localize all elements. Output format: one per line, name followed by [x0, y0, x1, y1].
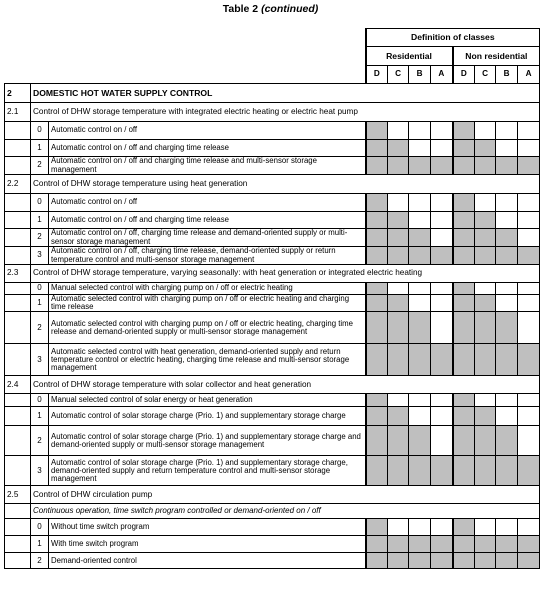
class-cell-empty — [431, 212, 453, 229]
option-row — [5, 140, 540, 157]
class-cell-filled — [453, 229, 475, 247]
class-cell-filled — [518, 247, 540, 265]
option-code: 1 — [31, 140, 49, 157]
residential-header: Residential — [366, 47, 453, 66]
section-number: 2.2 — [5, 175, 31, 194]
class-cell-empty — [431, 394, 453, 407]
class-cell-empty — [431, 407, 453, 426]
option-code: 0 — [31, 283, 49, 295]
class-cell-empty — [388, 519, 409, 536]
section-title: Control of DHW circulation pump — [31, 486, 540, 504]
class-cell-empty — [431, 122, 453, 140]
class-cell-empty — [475, 394, 496, 407]
class-cell-empty — [475, 122, 496, 140]
class-cell-filled — [366, 212, 388, 229]
row-number-blank — [5, 140, 31, 157]
option-description: Automatic selected control with charging pump on / off or electric heating and charging time release — [49, 295, 366, 312]
option-description: Demand-oriented control — [49, 553, 366, 569]
option-row — [5, 283, 540, 295]
header-row-definition — [5, 29, 540, 47]
class-cell-filled — [431, 344, 453, 376]
class-cell-filled — [518, 456, 540, 486]
option-description: Without time switch program — [49, 519, 366, 536]
class-cell-empty — [409, 283, 431, 295]
option-code: 0 — [31, 194, 49, 212]
class-cell-filled — [453, 283, 475, 295]
option-row — [5, 157, 540, 175]
class-cell-filled — [453, 426, 475, 456]
section-row — [5, 103, 540, 122]
class-cell-filled — [453, 394, 475, 407]
option-description: Automatic control of solar storage charge (Prio. 1) and supplementary storage charge — [49, 407, 366, 426]
class-cell-empty — [496, 122, 518, 140]
class-cell-filled — [409, 426, 431, 456]
class-cell-filled — [453, 157, 475, 175]
class-cell-filled — [475, 212, 496, 229]
class-cell-empty — [496, 407, 518, 426]
option-code: 3 — [31, 344, 49, 376]
class-cell-empty — [518, 283, 540, 295]
section-number: 2.3 — [5, 265, 31, 283]
section-title: Control of DHW storage temperature using heat generation — [31, 175, 540, 194]
row-heading-text: DOMESTIC HOT WATER SUPPLY CONTROL — [31, 84, 540, 103]
option-description: Automatic selected control with heat generation, demand-oriented supply and return temperature control or electric heating, charging time release and multi-sensor storage management — [49, 344, 366, 376]
class-cell-filled — [518, 553, 540, 569]
class-cell-filled — [366, 519, 388, 536]
table-title-text: Table 2 — [222, 3, 259, 15]
class-cell-filled — [453, 247, 475, 265]
option-row — [5, 394, 540, 407]
class-cell-empty — [475, 283, 496, 295]
section-title: Control of DHW storage temperature, varying seasonally: with heat generation or integrated electric heating — [31, 265, 540, 283]
option-code: 2 — [31, 553, 49, 569]
class-cell-filled — [366, 229, 388, 247]
class-cell-filled — [496, 456, 518, 486]
option-row — [5, 519, 540, 536]
class-cell-filled — [366, 553, 388, 569]
option-code: 0 — [31, 394, 49, 407]
class-cell-filled — [388, 247, 409, 265]
class-cell-filled — [409, 229, 431, 247]
class-cell-empty — [518, 312, 540, 344]
option-code: 1 — [31, 212, 49, 229]
class-label: C — [475, 66, 496, 84]
row-number-blank — [5, 283, 31, 295]
class-cell-filled — [453, 122, 475, 140]
class-cell-filled — [518, 536, 540, 553]
class-cell-empty — [518, 426, 540, 456]
class-label: A — [518, 66, 540, 84]
row-number-blank — [5, 312, 31, 344]
option-row — [5, 295, 540, 312]
class-cell-empty — [431, 519, 453, 536]
row-number-blank — [5, 504, 31, 519]
class-label: D — [453, 66, 475, 84]
class-cell-empty — [496, 140, 518, 157]
class-cell-filled — [496, 229, 518, 247]
class-cell-empty — [496, 194, 518, 212]
row-number-blank — [5, 394, 31, 407]
class-cell-empty — [496, 519, 518, 536]
class-cell-filled — [453, 212, 475, 229]
row-number-blank — [5, 426, 31, 456]
class-cell-empty — [518, 122, 540, 140]
class-cell-filled — [475, 229, 496, 247]
class-cell-filled — [388, 553, 409, 569]
class-cell-empty — [409, 295, 431, 312]
class-cell-filled — [366, 456, 388, 486]
class-cell-empty — [518, 407, 540, 426]
row-number-blank — [5, 157, 31, 175]
class-cell-filled — [475, 456, 496, 486]
heading-row — [5, 84, 540, 103]
option-code: 0 — [31, 122, 49, 140]
class-cell-filled — [366, 394, 388, 407]
class-cell-filled — [431, 553, 453, 569]
class-cell-filled — [496, 553, 518, 569]
class-cell-filled — [409, 312, 431, 344]
class-cell-filled — [409, 344, 431, 376]
class-cell-filled — [475, 247, 496, 265]
class-cell-filled — [496, 312, 518, 344]
row-number-blank — [5, 122, 31, 140]
class-cell-filled — [475, 426, 496, 456]
class-cell-empty — [431, 140, 453, 157]
class-cell-empty — [409, 212, 431, 229]
subheading-row — [5, 504, 540, 519]
section-number: 2.1 — [5, 103, 31, 122]
class-cell-empty — [496, 283, 518, 295]
option-row — [5, 407, 540, 426]
section-title: Control of DHW storage temperature with integrated electric heating or electric heat pump — [31, 103, 540, 122]
option-row — [5, 229, 540, 247]
class-cell-filled — [388, 212, 409, 229]
class-cell-filled — [475, 344, 496, 376]
class-cell-filled — [366, 122, 388, 140]
class-cell-filled — [388, 312, 409, 344]
class-cell-filled — [366, 295, 388, 312]
class-cell-filled — [409, 456, 431, 486]
option-description: Automatic control on / off and charging time release — [49, 212, 366, 229]
class-cell-empty — [496, 394, 518, 407]
class-cell-filled — [475, 553, 496, 569]
class-cell-empty — [431, 295, 453, 312]
option-description: With time switch program — [49, 536, 366, 553]
option-row — [5, 344, 540, 376]
row-number-blank — [5, 407, 31, 426]
class-cell-empty — [475, 194, 496, 212]
row-number-blank — [5, 295, 31, 312]
class-cell-filled — [409, 247, 431, 265]
option-description: Manual selected control with charging pump on / off or electric heating — [49, 283, 366, 295]
class-cell-empty — [496, 295, 518, 312]
class-cell-filled — [366, 312, 388, 344]
class-label: C — [388, 66, 409, 84]
class-cell-filled — [366, 157, 388, 175]
section-row — [5, 376, 540, 394]
option-row — [5, 456, 540, 486]
class-cell-empty — [431, 426, 453, 456]
row-number-blank — [5, 229, 31, 247]
section-row — [5, 265, 540, 283]
row-number-blank — [5, 344, 31, 376]
class-cell-filled — [388, 140, 409, 157]
table-title — [0, 3, 541, 15]
row-number-blank — [5, 536, 31, 553]
class-cell-empty — [388, 394, 409, 407]
class-cell-empty — [409, 140, 431, 157]
class-cell-filled — [366, 344, 388, 376]
class-cell-filled — [388, 536, 409, 553]
class-cell-filled — [518, 157, 540, 175]
option-row — [5, 312, 540, 344]
definition-of-classes: Definition of classes — [366, 29, 540, 47]
class-cell-filled — [409, 157, 431, 175]
option-description: Automatic selected control with charging pump on / off or electric heating, charging time release and demand-oriented supply or multi-sensor storage management — [49, 312, 366, 344]
class-cell-filled — [366, 247, 388, 265]
class-cell-filled — [453, 194, 475, 212]
class-cell-empty — [518, 519, 540, 536]
option-description: Automatic control on / off and charging time release — [49, 140, 366, 157]
class-cell-filled — [453, 407, 475, 426]
row-number-blank — [5, 194, 31, 212]
option-code: 2 — [31, 426, 49, 456]
class-cell-filled — [453, 519, 475, 536]
class-cell-filled — [496, 536, 518, 553]
row-number-blank — [5, 456, 31, 486]
class-cell-empty — [409, 394, 431, 407]
class-cell-filled — [388, 407, 409, 426]
class-label: B — [409, 66, 431, 84]
option-description: Automatic control on / off and charging time release and multi-sensor storage management — [49, 157, 366, 175]
section-title: Control of DHW storage temperature with solar collector and heat generation — [31, 376, 540, 394]
class-cell-filled — [475, 295, 496, 312]
option-description: Automatic control on / off, charging time release, demand-oriented supply or return temperature control and multi-sensor storage management — [49, 247, 366, 265]
class-cell-empty — [388, 283, 409, 295]
class-cell-filled — [475, 312, 496, 344]
option-code: 1 — [31, 295, 49, 312]
class-cell-filled — [366, 536, 388, 553]
class-cell-filled — [388, 229, 409, 247]
class-cell-empty — [431, 194, 453, 212]
class-cell-empty — [518, 295, 540, 312]
class-cell-filled — [496, 157, 518, 175]
option-row — [5, 426, 540, 456]
option-description: Automatic control of solar storage charge (Prio. 1) and supplementary storage charge, demand-oriented supply and return temperature control and multi-sensor storage management — [49, 456, 366, 486]
class-cell-empty — [409, 519, 431, 536]
option-description: Automatic control on / off — [49, 194, 366, 212]
header-row-classes — [5, 66, 540, 84]
class-cell-filled — [388, 456, 409, 486]
row-number: 2 — [5, 84, 31, 103]
option-code: 2 — [31, 229, 49, 247]
option-code: 2 — [31, 157, 49, 175]
option-description: Automatic control on / off — [49, 122, 366, 140]
class-cell-filled — [366, 283, 388, 295]
option-row — [5, 122, 540, 140]
option-row — [5, 247, 540, 265]
class-cell-empty — [518, 194, 540, 212]
class-cell-empty — [409, 194, 431, 212]
class-cell-filled — [453, 536, 475, 553]
section-number: 2.4 — [5, 376, 31, 394]
class-cell-filled — [388, 295, 409, 312]
class-cell-filled — [409, 553, 431, 569]
option-row — [5, 194, 540, 212]
class-label: A — [431, 66, 453, 84]
class-cell-filled — [475, 157, 496, 175]
option-code: 3 — [31, 247, 49, 265]
subheading-text: Continuous operation, time switch program controlled or demand-oriented on / off — [31, 504, 540, 519]
class-cell-filled — [431, 456, 453, 486]
class-cell-filled — [388, 157, 409, 175]
class-cell-filled — [453, 344, 475, 376]
class-cell-filled — [453, 295, 475, 312]
class-cell-filled — [366, 140, 388, 157]
class-cell-filled — [496, 344, 518, 376]
class-cell-filled — [431, 247, 453, 265]
class-cell-filled — [453, 312, 475, 344]
section-row — [5, 175, 540, 194]
section-row — [5, 486, 540, 504]
option-description: Automatic control on / off, charging time release and demand-oriented supply or multi-sensor storage management — [49, 229, 366, 247]
class-cell-empty — [388, 194, 409, 212]
section-number: 2.5 — [5, 486, 31, 504]
class-cell-filled — [366, 426, 388, 456]
class-cell-filled — [453, 140, 475, 157]
option-description: Automatic control of solar storage charge (Prio. 1) and supplementary storage charge and demand-oriented supply or multi-sensor storage management — [49, 426, 366, 456]
header-row-groups — [5, 47, 540, 66]
class-cell-filled — [475, 407, 496, 426]
class-cell-filled — [475, 140, 496, 157]
class-cell-filled — [366, 407, 388, 426]
class-cell-filled — [496, 247, 518, 265]
row-number-blank — [5, 553, 31, 569]
class-cell-empty — [518, 212, 540, 229]
class-cell-filled — [475, 536, 496, 553]
class-cell-filled — [388, 344, 409, 376]
option-row — [5, 553, 540, 569]
non-residential-header: Non residential — [453, 47, 540, 66]
class-cell-empty — [409, 407, 431, 426]
class-cell-empty — [518, 229, 540, 247]
class-cell-filled — [518, 344, 540, 376]
option-code: 1 — [31, 536, 49, 553]
class-label: D — [366, 66, 388, 84]
class-cell-empty — [518, 394, 540, 407]
class-cell-empty — [475, 519, 496, 536]
option-code: 2 — [31, 312, 49, 344]
class-cell-filled — [431, 157, 453, 175]
classes-table — [4, 28, 540, 569]
table-title-suffix: (continued) — [261, 3, 319, 15]
option-code: 1 — [31, 407, 49, 426]
option-code: 0 — [31, 519, 49, 536]
class-cell-filled — [409, 536, 431, 553]
class-cell-empty — [431, 283, 453, 295]
class-cell-empty — [431, 229, 453, 247]
class-cell-filled — [388, 426, 409, 456]
class-cell-filled — [453, 456, 475, 486]
class-cell-filled — [453, 553, 475, 569]
class-cell-empty — [518, 140, 540, 157]
class-cell-empty — [388, 122, 409, 140]
row-number-blank — [5, 212, 31, 229]
class-cell-empty — [431, 312, 453, 344]
class-cell-empty — [496, 212, 518, 229]
class-label: B — [496, 66, 518, 84]
class-cell-filled — [496, 426, 518, 456]
row-number-blank — [5, 247, 31, 265]
option-description: Manual selected control of solar energy or heat generation — [49, 394, 366, 407]
class-cell-filled — [366, 194, 388, 212]
row-number-blank — [5, 519, 31, 536]
option-row — [5, 212, 540, 229]
class-cell-empty — [409, 122, 431, 140]
option-code: 3 — [31, 456, 49, 486]
option-row — [5, 536, 540, 553]
class-cell-filled — [431, 536, 453, 553]
